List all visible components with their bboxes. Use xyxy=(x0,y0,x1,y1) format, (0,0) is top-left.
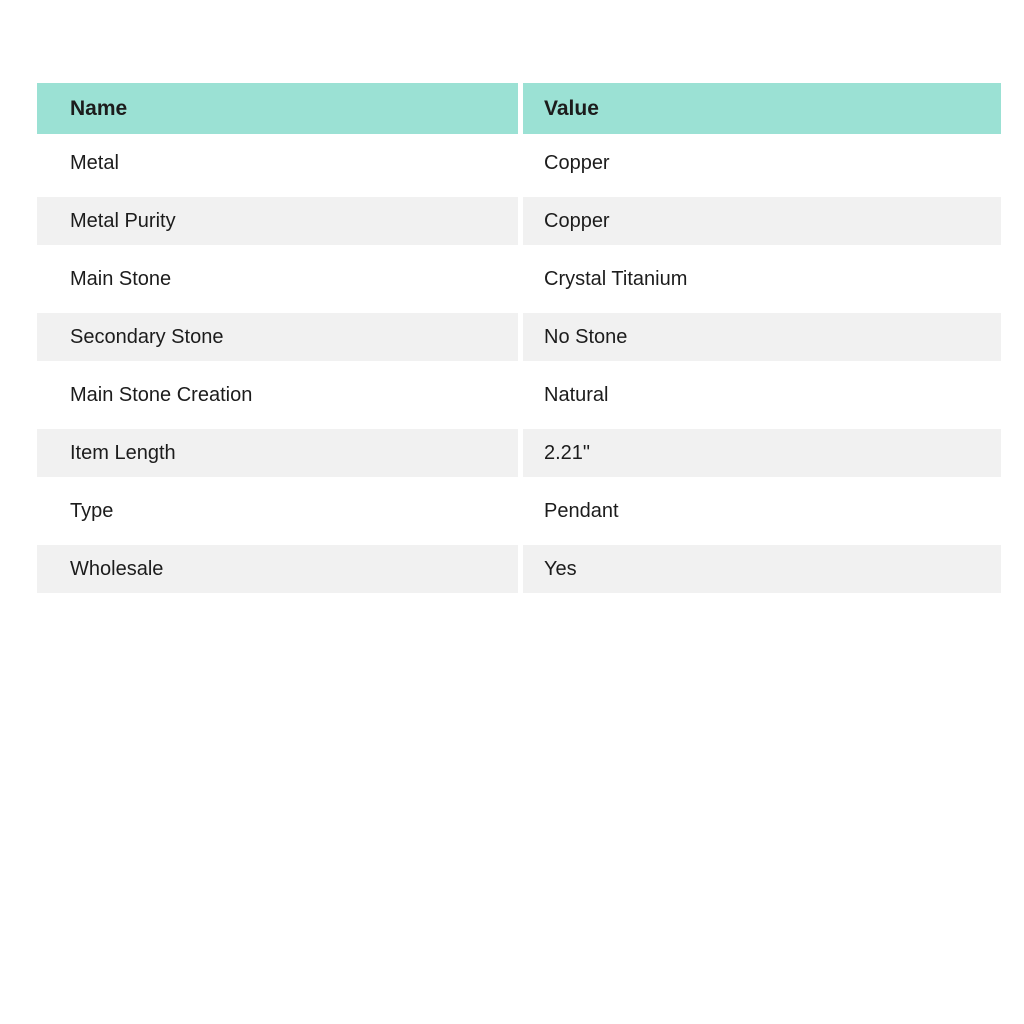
attribute-name: Metal Purity xyxy=(37,192,523,250)
table-body xyxy=(37,134,1001,598)
column-header-value: Value xyxy=(523,83,1001,134)
attribute-name: Wholesale xyxy=(37,540,523,598)
table-header xyxy=(37,83,1001,134)
attribute-value: Copper xyxy=(523,134,1001,192)
table-row xyxy=(37,482,1001,540)
attribute-value: Copper xyxy=(523,192,1001,250)
attribute-value: 2.21" xyxy=(523,424,1001,482)
product-attributes-table xyxy=(37,83,1001,598)
attribute-name: Metal xyxy=(37,134,523,192)
table-row xyxy=(37,134,1001,192)
table-row xyxy=(37,192,1001,250)
attribute-name: Main Stone Creation xyxy=(37,366,523,424)
attribute-value: Natural xyxy=(523,366,1001,424)
attribute-name: Type xyxy=(37,482,523,540)
table-row xyxy=(37,366,1001,424)
header-row xyxy=(37,83,1001,134)
attribute-name: Secondary Stone xyxy=(37,308,523,366)
table-row xyxy=(37,424,1001,482)
attribute-name: Main Stone xyxy=(37,250,523,308)
table-row xyxy=(37,308,1001,366)
attribute-name: Item Length xyxy=(37,424,523,482)
attribute-value: Yes xyxy=(523,540,1001,598)
table-row xyxy=(37,250,1001,308)
attribute-value: Pendant xyxy=(523,482,1001,540)
attribute-value: Crystal Titanium xyxy=(523,250,1001,308)
column-header-name: Name xyxy=(37,83,523,134)
attribute-value: No Stone xyxy=(523,308,1001,366)
table-row xyxy=(37,540,1001,598)
